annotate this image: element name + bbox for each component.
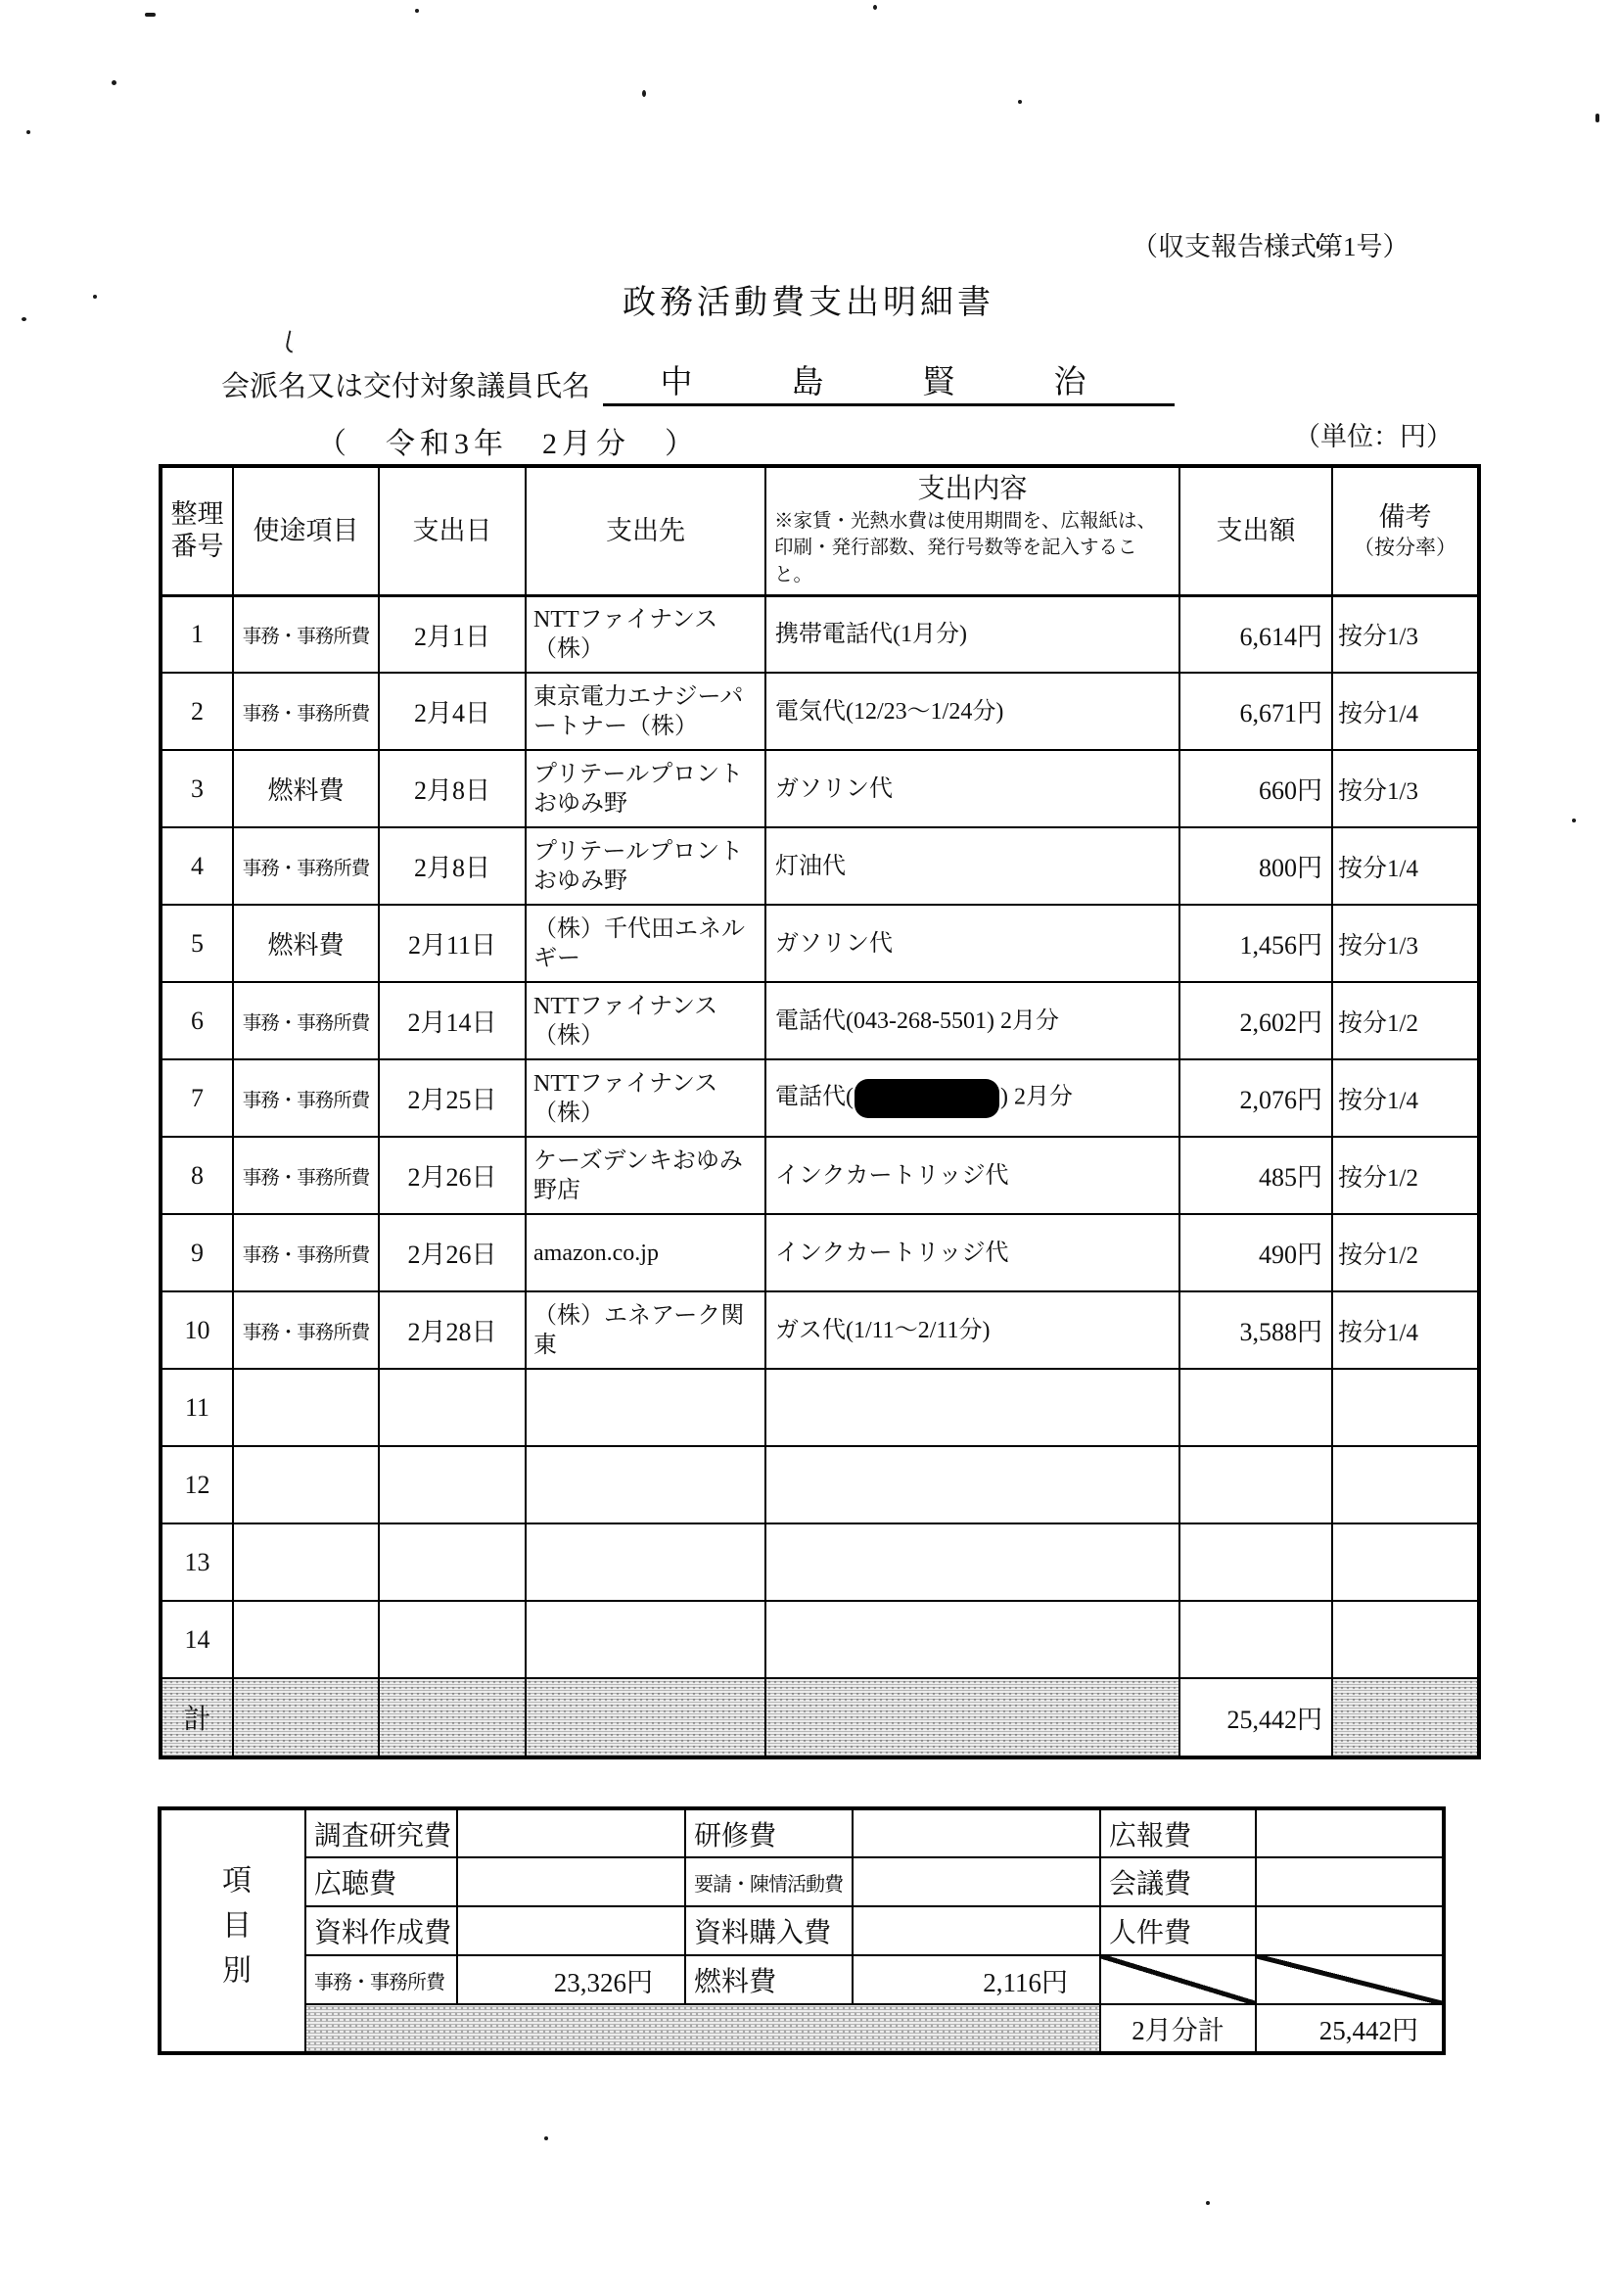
summary-shaded-cell	[305, 2004, 1100, 2053]
category-cell: 事務・事務所費	[233, 1137, 379, 1214]
apportionment-cell: 按分1/4	[1332, 827, 1479, 905]
detail-cell	[765, 1601, 1179, 1678]
member-name-label: 会派名又は交付対象議員氏名	[221, 371, 591, 402]
detail-cell: 灯油代	[765, 827, 1179, 905]
apportionment-cell	[1332, 1369, 1479, 1446]
page-title: 政務活動費支出明細書	[623, 285, 994, 321]
summary-label: 資料購入費	[685, 1906, 853, 1955]
summary-value	[1256, 1857, 1444, 1906]
amount-cell: 6,614円	[1179, 595, 1332, 673]
scan-noise-speck	[1572, 819, 1576, 822]
expense-table-row	[161, 1523, 1479, 1601]
expense-table-row	[161, 673, 1479, 750]
amount-cell: 6,671円	[1179, 673, 1332, 750]
category-cell	[233, 1601, 379, 1678]
header-detail-title: 支出内容	[917, 474, 1028, 504]
header-detail-note: ※家賃・光熱水費は使用期間を、広報紙は、印刷・発行部数、発行号数等を記入すること。	[774, 511, 1157, 586]
header-no: 整理番号	[161, 466, 233, 595]
scan-noise-speck	[26, 130, 30, 134]
category-cell: 燃料費	[233, 750, 379, 827]
summary-value	[853, 1857, 1100, 1906]
row-number-cell: 5	[161, 905, 233, 982]
summary-side-label: 項目別	[217, 1863, 250, 1999]
expense-table-row	[161, 1059, 1479, 1137]
expense-table-row	[161, 1601, 1479, 1678]
category-cell	[233, 1523, 379, 1601]
date-cell	[379, 1369, 526, 1446]
amount-cell: 3,588円	[1179, 1291, 1332, 1369]
expense-table	[159, 464, 1481, 1759]
scan-noise-speck	[112, 80, 116, 85]
category-cell: 燃料費	[233, 905, 379, 982]
summary-row	[160, 1857, 1444, 1906]
month-total-value: 25,442円	[1256, 2004, 1444, 2053]
total-label-cell: 計	[161, 1678, 233, 1757]
expense-table-row	[161, 982, 1479, 1059]
expense-table-row	[161, 905, 1479, 982]
row-number-cell: 14	[161, 1601, 233, 1678]
header-date: 支出日	[379, 466, 526, 595]
scan-pen-mark	[285, 330, 297, 352]
amount-cell: 800円	[1179, 827, 1332, 905]
scan-noise-speck	[642, 90, 646, 97]
summary-value	[853, 1808, 1100, 1857]
payee-cell: NTTファイナンス（株）	[526, 1059, 765, 1137]
scan-noise-speck	[1595, 114, 1599, 122]
reporting-period: （ 令和3年 2月分 ）	[317, 428, 699, 460]
detail-cell: ガソリン代	[765, 905, 1179, 982]
summary-value	[853, 1906, 1100, 1955]
summary-label: 資料作成費	[305, 1906, 457, 1955]
amount-cell: 660円	[1179, 750, 1332, 827]
date-cell: 2月26日	[379, 1137, 526, 1214]
expense-table-row	[161, 1214, 1479, 1291]
apportionment-cell: 按分1/4	[1332, 673, 1479, 750]
row-number-cell: 6	[161, 982, 233, 1059]
date-cell	[379, 1523, 526, 1601]
category-cell	[233, 1446, 379, 1523]
payee-cell: NTTファイナンス（株）	[526, 982, 765, 1059]
header-amount: 支出額	[1179, 466, 1332, 595]
payee-cell	[526, 1369, 765, 1446]
date-cell: 2月25日	[379, 1059, 526, 1137]
name-underline	[603, 403, 1175, 406]
not-applicable-cell	[1256, 1955, 1444, 2004]
apportionment-cell: 按分1/2	[1332, 1214, 1479, 1291]
unit-note: （単位：円）	[1294, 422, 1453, 451]
summary-label: 研修費	[685, 1808, 853, 1857]
expense-total-row	[161, 1678, 1479, 1757]
row-number-cell: 11	[161, 1369, 233, 1446]
payee-cell: （株）エネアーク関東	[526, 1291, 765, 1369]
category-cell: 事務・事務所費	[233, 827, 379, 905]
summary-value	[457, 1857, 685, 1906]
amount-cell: 485円	[1179, 1137, 1332, 1214]
detail-cell: 電気代(12/23～1/24分)	[765, 673, 1179, 750]
payee-cell: プリテールプロントおゆみ野	[526, 827, 765, 905]
row-number-cell: 9	[161, 1214, 233, 1291]
detail-cell: インクカートリッジ代	[765, 1214, 1179, 1291]
category-cell: 事務・事務所費	[233, 595, 379, 673]
amount-cell: 2,076円	[1179, 1059, 1332, 1137]
header-note-line1: 備考	[1378, 502, 1432, 533]
month-total-label: 2月分計	[1100, 2004, 1256, 2053]
payee-cell: ケーズデンキおゆみ野店	[526, 1137, 765, 1214]
total-amount-cell: 25,442円	[1179, 1678, 1332, 1757]
payee-cell: プリテールプロントおゆみ野	[526, 750, 765, 827]
expense-table-row	[161, 1369, 1479, 1446]
header-category: 使途項目	[233, 466, 379, 595]
date-cell: 2月1日	[379, 595, 526, 673]
header-detail	[765, 466, 1179, 595]
expense-table-row	[161, 1137, 1479, 1214]
expense-table-row	[161, 1291, 1479, 1369]
date-cell	[379, 1446, 526, 1523]
summary-label: 事務・事務所費	[305, 1955, 457, 2004]
summary-value	[1256, 1906, 1444, 1955]
expense-table-row	[161, 1446, 1479, 1523]
date-cell: 2月4日	[379, 673, 526, 750]
date-cell: 2月8日	[379, 827, 526, 905]
category-cell: 事務・事務所費	[233, 1059, 379, 1137]
total-shaded-cell	[765, 1678, 1179, 1757]
apportionment-cell: 按分1/3	[1332, 905, 1479, 982]
summary-label: 会議費	[1100, 1857, 1256, 1906]
date-cell: 2月28日	[379, 1291, 526, 1369]
summary-label: 燃料費	[685, 1955, 853, 2004]
category-cell: 事務・事務所費	[233, 1291, 379, 1369]
summary-value	[457, 1808, 685, 1857]
date-cell: 2月14日	[379, 982, 526, 1059]
row-number-cell: 3	[161, 750, 233, 827]
total-shaded-cell	[379, 1678, 526, 1757]
amount-cell	[1179, 1369, 1332, 1446]
row-number-cell: 4	[161, 827, 233, 905]
apportionment-cell: 按分1/4	[1332, 1291, 1479, 1369]
scan-noise-speck	[1018, 100, 1022, 104]
not-applicable-cell	[1100, 1955, 1256, 2004]
expense-table-row	[161, 827, 1479, 905]
header-note-line2: （按分率）	[1354, 536, 1456, 560]
expense-table-row	[161, 750, 1479, 827]
detail-cell: 電話代(043-268-5501) 2月分	[765, 982, 1179, 1059]
expense-table-header-row	[161, 466, 1479, 595]
header-note	[1332, 466, 1479, 595]
detail-cell: ガス代(1/11～2/11分)	[765, 1291, 1179, 1369]
apportionment-cell	[1332, 1601, 1479, 1678]
amount-cell	[1179, 1523, 1332, 1601]
row-number-cell: 10	[161, 1291, 233, 1369]
scan-noise-speck	[415, 9, 419, 13]
summary-label: 調査研究費	[305, 1808, 457, 1857]
payee-cell	[526, 1601, 765, 1678]
apportionment-cell: 按分1/2	[1332, 982, 1479, 1059]
category-cell: 事務・事務所費	[233, 673, 379, 750]
detail-cell: インクカートリッジ代	[765, 1137, 1179, 1214]
summary-value	[1256, 1808, 1444, 1857]
scan-noise-speck	[145, 13, 156, 17]
summary-label: 広聴費	[305, 1857, 457, 1906]
row-number-cell: 2	[161, 673, 233, 750]
category-cell: 事務・事務所費	[233, 982, 379, 1059]
redaction-box	[855, 1079, 999, 1118]
apportionment-cell: 按分1/3	[1332, 595, 1479, 673]
detail-cell: 電話代( ) 2月分	[765, 1059, 1179, 1137]
date-cell: 2月26日	[379, 1214, 526, 1291]
payee-cell: 東京電力エナジーパートナー（株）	[526, 673, 765, 750]
detail-cell	[765, 1446, 1179, 1523]
amount-cell: 490円	[1179, 1214, 1332, 1291]
amount-cell	[1179, 1601, 1332, 1678]
payee-cell: NTTファイナンス（株）	[526, 595, 765, 673]
apportionment-cell	[1332, 1446, 1479, 1523]
summary-row	[160, 1808, 1444, 1857]
scan-noise-speck	[1206, 2201, 1210, 2205]
total-shaded-cell	[233, 1678, 379, 1757]
row-number-cell: 13	[161, 1523, 233, 1601]
date-cell: 2月8日	[379, 750, 526, 827]
summary-value	[457, 1906, 685, 1955]
summary-side-label-cell	[160, 1808, 305, 2053]
amount-cell: 2,602円	[1179, 982, 1332, 1059]
apportionment-cell: 按分1/2	[1332, 1137, 1479, 1214]
detail-cell: 携帯電話代(1月分)	[765, 595, 1179, 673]
category-summary-table	[158, 1806, 1446, 2055]
summary-value: 2,116円	[853, 1955, 1100, 2004]
scan-noise-speck	[544, 2136, 548, 2140]
apportionment-cell: 按分1/3	[1332, 750, 1479, 827]
header-payee: 支出先	[526, 466, 765, 595]
summary-value: 23,326円	[457, 1955, 685, 2004]
summary-row	[160, 1955, 1444, 2004]
detail-cell	[765, 1523, 1179, 1601]
summary-label: 要請・陳情活動費	[685, 1857, 853, 1906]
row-number-cell: 7	[161, 1059, 233, 1137]
date-cell: 2月11日	[379, 905, 526, 982]
amount-cell: 1,456円	[1179, 905, 1332, 982]
apportionment-cell	[1332, 1523, 1479, 1601]
summary-total-row	[160, 2004, 1444, 2053]
row-number-cell: 1	[161, 595, 233, 673]
expense-table-row	[161, 595, 1479, 673]
payee-cell	[526, 1446, 765, 1523]
payee-cell: amazon.co.jp	[526, 1214, 765, 1291]
member-name-value: 中 島 賢 治	[660, 365, 1120, 400]
total-shaded-cell	[1332, 1678, 1479, 1757]
row-number-cell: 12	[161, 1446, 233, 1523]
category-cell: 事務・事務所費	[233, 1214, 379, 1291]
summary-label: 人件費	[1100, 1906, 1256, 1955]
row-number-cell: 8	[161, 1137, 233, 1214]
scan-noise-speck	[873, 5, 877, 10]
apportionment-cell: 按分1/4	[1332, 1059, 1479, 1137]
date-cell	[379, 1601, 526, 1678]
total-shaded-cell	[526, 1678, 765, 1757]
detail-cell	[765, 1369, 1179, 1446]
amount-cell	[1179, 1446, 1332, 1523]
payee-cell: （株）千代田エネルギー	[526, 905, 765, 982]
payee-cell	[526, 1523, 765, 1601]
form-number-note: （収支報告様式第1号）	[1132, 232, 1409, 261]
summary-label: 広報費	[1100, 1808, 1256, 1857]
detail-cell: ガソリン代	[765, 750, 1179, 827]
summary-row	[160, 1906, 1444, 1955]
category-cell	[233, 1369, 379, 1446]
